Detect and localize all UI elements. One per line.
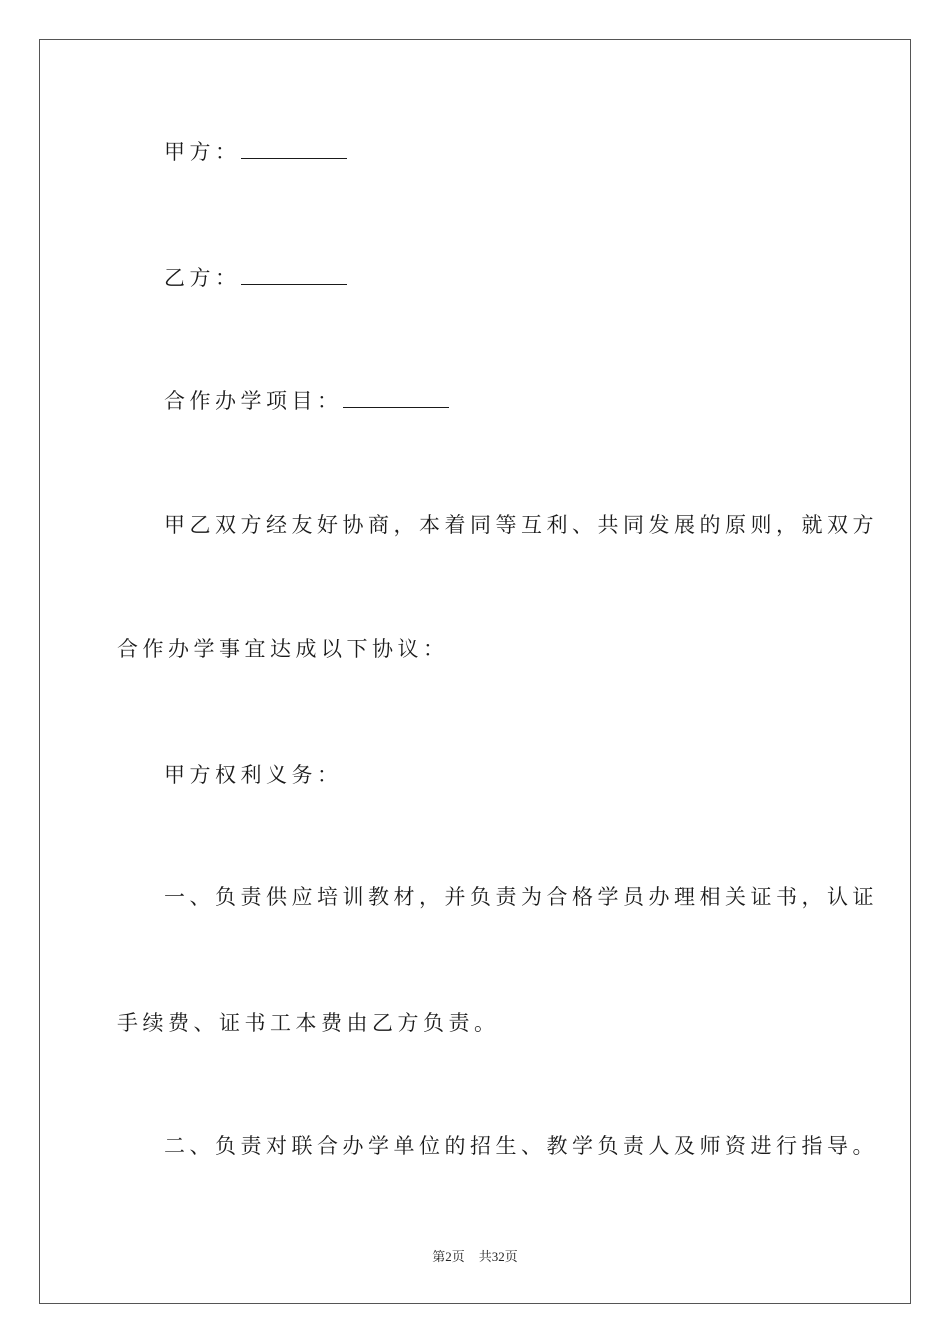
intro-paragraph-line-1: 甲乙双方经友好协商，本着同等互利、共同发展的原则，就双方 [164,513,878,537]
party-b-label: 乙方： [164,266,241,290]
page-number-current: 第2页 [432,1249,465,1264]
page-footer [0,1246,950,1265]
project-line [164,386,884,416]
party-b-line [164,263,884,293]
section-heading: 甲方权利义务： [164,763,343,787]
item-2-line-1: 二、负责对联合办学单位的招生、教学负责人及师资进行指导。 [164,1134,878,1158]
item-1-line-2: 手续费、证书工本费由乙方负责。 [117,1011,500,1035]
party-a-line [164,137,884,167]
project-label: 合作办学项目： [164,389,343,413]
party-b-blank [241,266,347,285]
item-1-line-1: 一、负责供应培训教材，并负责为合格学员办理相关证书，认证 [164,885,878,909]
page-border [39,39,911,1304]
party-a-blank [241,140,347,159]
intro-paragraph-line-2: 合作办学事宜达成以下协议： [117,637,449,661]
party-a-label: 甲方： [164,140,241,164]
project-blank [343,389,449,408]
page-number-total: 共32页 [478,1249,518,1264]
